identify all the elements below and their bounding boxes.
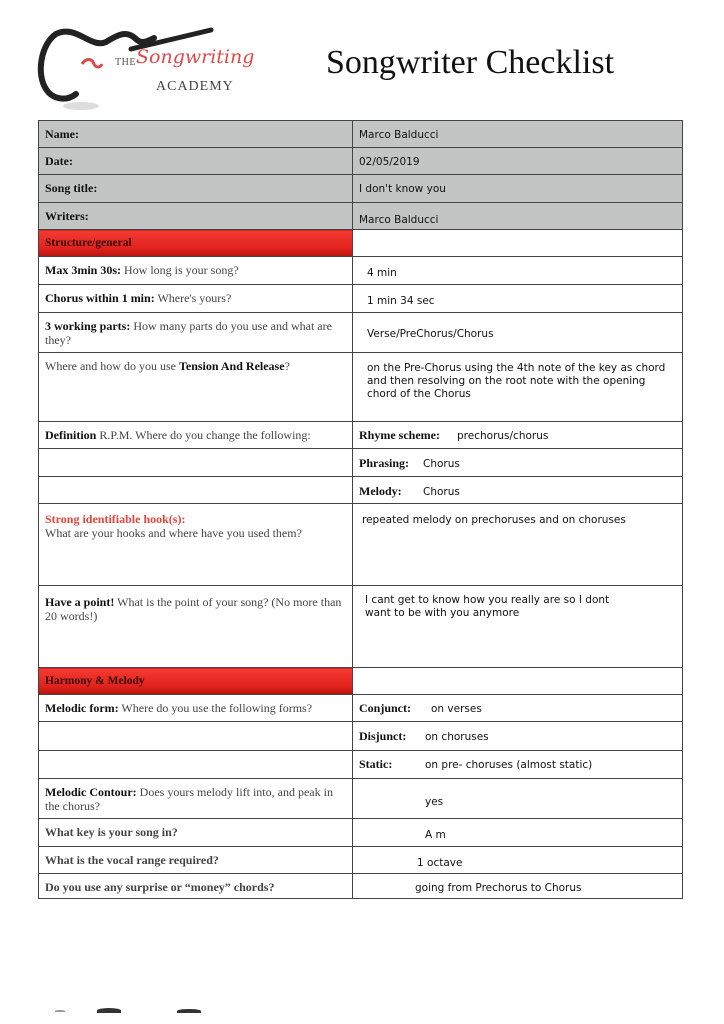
writers-value[interactable]: Marco Balducci <box>353 203 683 230</box>
phrasing-value[interactable]: Chorus <box>423 458 460 470</box>
footer-mark <box>177 1009 201 1013</box>
static-label: Static: <box>359 757 393 771</box>
song-title-label: Song title: <box>39 175 353 203</box>
rpm-question-text: R.P.M. Where do you change the following: <box>96 428 311 442</box>
range-row <box>39 847 683 874</box>
chorus-answer[interactable]: 1 min 34 sec <box>353 285 683 313</box>
phrasing-label: Phrasing: <box>359 456 410 470</box>
form-blank-2 <box>39 751 353 779</box>
form-blank-1 <box>39 722 353 751</box>
date-label: Date: <box>39 148 353 175</box>
disjunct-label: Disjunct: <box>359 729 407 743</box>
hook-answer[interactable]: repeated melody on prechoruses and on choruses <box>353 504 683 586</box>
parts-row <box>39 313 683 353</box>
length-question-text: How long is your song? <box>121 263 239 277</box>
point-question-bold: Have a point! <box>45 595 115 609</box>
writers-label: Writers: <box>39 203 353 230</box>
hook-question-text: What are your hooks and where have you used them? <box>45 526 302 540</box>
range-question: What is the vocal range required? <box>39 847 353 874</box>
section-structure <box>39 230 683 257</box>
rpm-question-bold: Definition <box>45 428 97 442</box>
money-answer[interactable]: going from Prechorus to Chorus <box>353 874 683 899</box>
page-title: Songwriter Checklist <box>326 44 615 81</box>
writers-row <box>39 203 683 230</box>
tension-question <box>39 353 353 422</box>
flame-icon <box>82 60 102 68</box>
hook-question-bold: Strong identifiable hook(s): <box>45 512 186 526</box>
tension-question-pre: Where and how do you use <box>45 359 179 373</box>
melody-cell[interactable] <box>353 477 683 504</box>
range-answer[interactable]: 1 octave <box>353 847 683 874</box>
length-question-bold: Max 3min 30s: <box>45 263 121 277</box>
tension-question-post: ? <box>284 359 290 373</box>
parts-answer[interactable]: Verse/PreChorus/Chorus <box>353 313 683 353</box>
footer-mark <box>97 1008 121 1013</box>
form-question-text: Where do you use the following forms? <box>118 701 313 715</box>
date-row <box>39 148 683 175</box>
contour-question-text: Does yours melody lift into, and peak in the chorus? <box>45 785 333 813</box>
footer-mark <box>55 1010 65 1012</box>
conjunct-cell[interactable] <box>353 695 683 722</box>
form-disjunct-row <box>39 722 683 751</box>
chorus-question-text: Where's yours? <box>154 291 232 305</box>
static-cell[interactable] <box>353 751 683 779</box>
conjunct-label: Conjunct: <box>359 701 412 715</box>
contour-question-bold: Melodic Contour: <box>45 785 137 799</box>
form-question <box>39 695 353 722</box>
tension-row <box>39 353 683 422</box>
section-harmony-blank <box>353 668 683 695</box>
key-question: What key is your song in? <box>39 819 353 847</box>
logo-songwriting: Songwriting <box>136 46 255 68</box>
tension-question-bold: Tension And Release <box>178 359 285 373</box>
parts-question-bold: 3 working parts: <box>45 319 131 333</box>
logo-academy: ACADEMY <box>156 79 234 94</box>
key-answer[interactable]: A m <box>353 819 683 847</box>
length-row <box>39 257 683 285</box>
rpm-melody-row <box>39 477 683 504</box>
melody-value[interactable]: Chorus <box>423 486 460 498</box>
parts-question <box>39 313 353 353</box>
name-label: Name: <box>39 121 353 148</box>
name-row <box>39 121 683 148</box>
money-row <box>39 874 683 899</box>
section-structure-label: Structure/general <box>39 230 353 257</box>
chorus-row <box>39 285 683 313</box>
contour-question <box>39 779 353 819</box>
point-row <box>39 586 683 668</box>
rhyme-label: Rhyme scheme: <box>359 428 440 442</box>
key-row <box>39 819 683 847</box>
length-question <box>39 257 353 285</box>
name-value[interactable]: Marco Balducci <box>353 121 683 148</box>
money-question: Do you use any surprise or “money” chords? <box>39 874 353 899</box>
date-value[interactable]: 02/05/2019 <box>353 148 683 175</box>
conjunct-value[interactable]: on verses <box>431 703 482 715</box>
hook-question <box>39 504 353 586</box>
point-question <box>39 586 353 668</box>
length-answer[interactable]: 4 min <box>353 257 683 285</box>
song-title-row <box>39 175 683 203</box>
contour-row <box>39 779 683 819</box>
disjunct-value[interactable]: on choruses <box>425 731 489 743</box>
hook-row <box>39 504 683 586</box>
section-harmony-label: Harmony & Melody <box>39 668 353 695</box>
checklist-table <box>38 120 683 899</box>
form-conjunct-row <box>39 695 683 722</box>
rhyme-value[interactable]: prechorus/chorus <box>457 430 549 442</box>
rpm-blank-2 <box>39 477 353 504</box>
contour-answer[interactable]: yes <box>353 779 683 819</box>
tension-answer[interactable]: on the Pre-Chorus using the 4th note of the key as chord and then resolving on the root note with the opening chord of the Chorus <box>353 353 683 422</box>
point-question-text: What is the point of your song? (No more than 20 words!) <box>45 595 342 623</box>
chorus-question-bold: Chorus within 1 min: <box>45 291 155 305</box>
form-question-bold: Melodic form: <box>45 701 119 715</box>
rhyme-cell[interactable] <box>353 422 683 449</box>
form-static-row <box>39 751 683 779</box>
static-value[interactable]: on pre- choruses (almost static) <box>425 759 593 771</box>
rpm-rhyme-row <box>39 422 683 449</box>
song-title-value[interactable]: I don't know you <box>353 175 683 203</box>
section-structure-blank <box>353 230 683 257</box>
section-harmony <box>39 668 683 695</box>
disjunct-cell[interactable] <box>353 722 683 751</box>
rpm-phrasing-row <box>39 449 683 477</box>
logo-the: THE <box>115 57 136 68</box>
songwriting-academy-logo <box>36 24 266 114</box>
chorus-question <box>39 285 353 313</box>
rpm-question <box>39 422 353 449</box>
point-answer[interactable]: I cant get to know how you really are so I dont want to be with you anymore <box>353 586 683 668</box>
guitar-brush-icon <box>36 24 266 114</box>
melody-label: Melody: <box>359 484 402 498</box>
phrasing-cell[interactable] <box>353 449 683 477</box>
rpm-blank-1 <box>39 449 353 477</box>
parts-question-text: How many parts do you use and what are they? <box>45 319 332 347</box>
